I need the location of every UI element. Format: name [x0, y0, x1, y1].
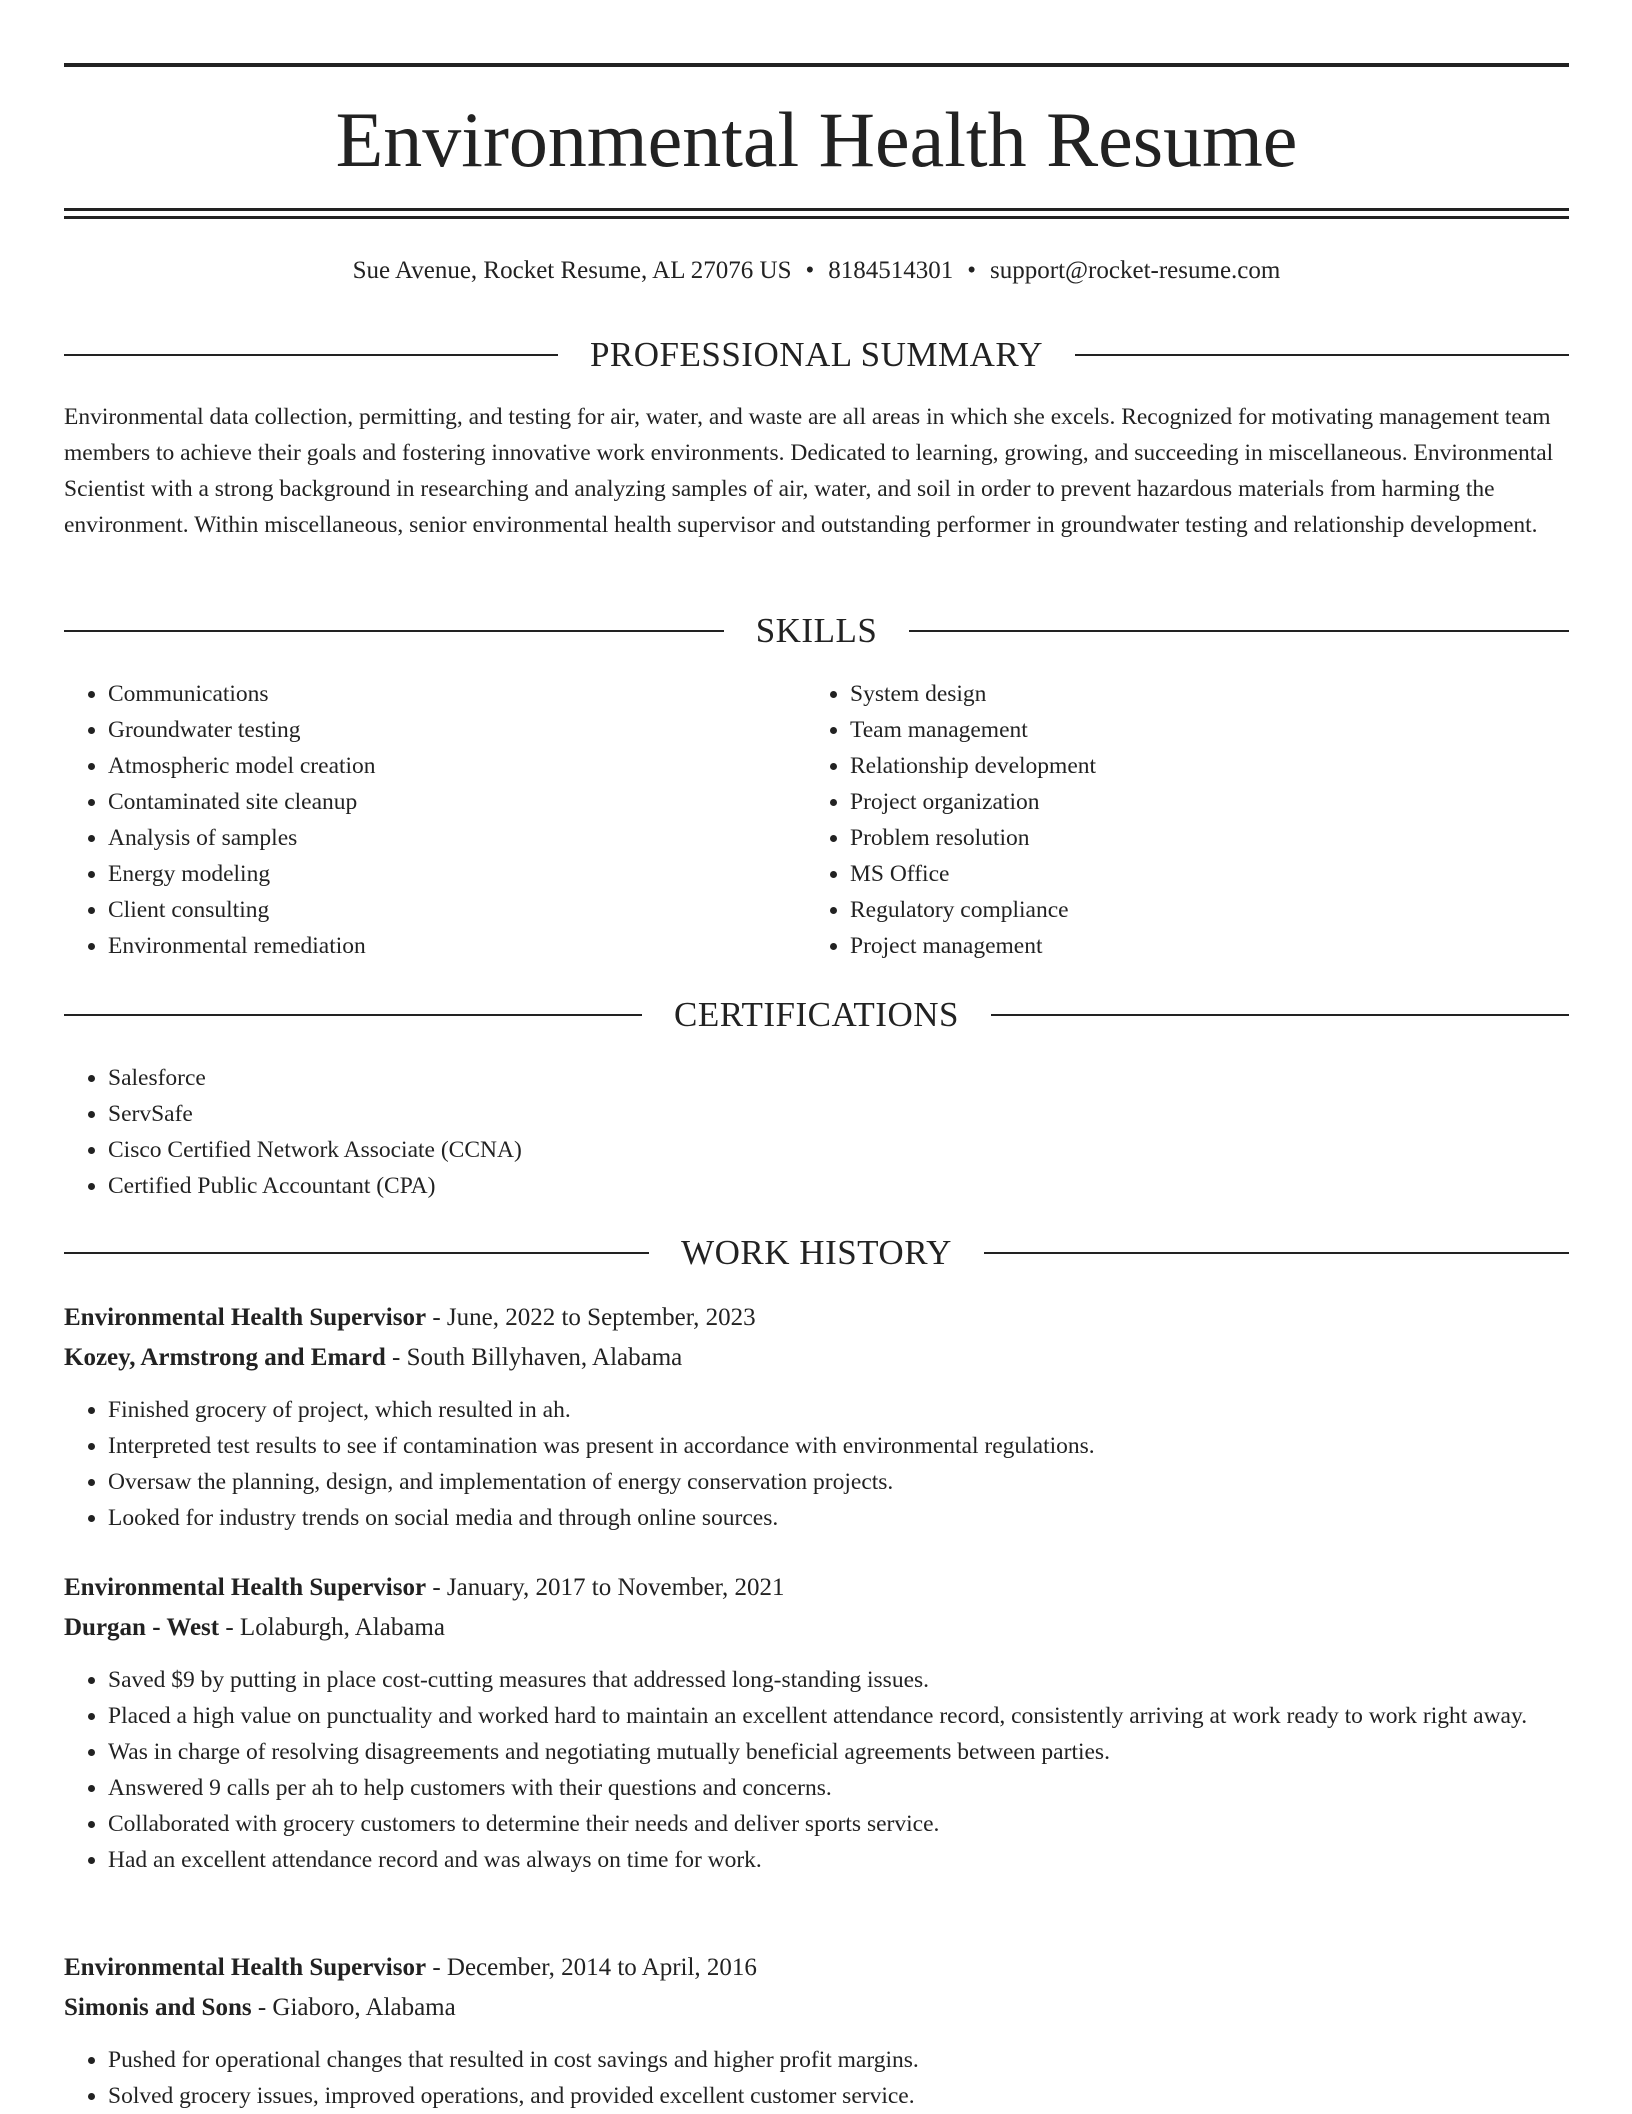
section-rule-right — [984, 1252, 1569, 1254]
list-item: • Solved grocery issues, improved operations, and provided excellent customer service. — [108, 2078, 1613, 2114]
job-location: - Giaboro, Alabama — [251, 1994, 456, 2021]
list-item: • Oversaw the planning, design, and implementation of energy conservation projects. — [108, 1464, 1613, 1500]
job-company: Simonis and Sons — [64, 1994, 252, 2021]
contact-line — [64, 254, 1569, 288]
list-item: • Team management — [850, 712, 1550, 748]
job-dates: - June, 2022 to September, 2023 — [426, 1304, 756, 1331]
contact-separator: • — [967, 257, 977, 284]
list-item: • Was in charge of resolving disagreements and negotiating mutually beneficial agreements between parties. — [108, 1734, 1613, 1770]
job-bullets — [64, 1662, 1613, 1878]
list-item: • Salesforce — [108, 1060, 1508, 1096]
contact-address: Sue Avenue, Rocket Resume, AL 27076 US — [352, 257, 792, 284]
section-title-skills: SKILLS — [755, 611, 878, 650]
section-header-skills — [64, 609, 1569, 653]
list-item: • Collaborated with grocery customers to determine their needs and deliver sports service. — [108, 1806, 1613, 1842]
section-rule-left — [64, 354, 558, 356]
contact-phone: 8184514301 — [828, 257, 954, 284]
resume-title: Environmental Health Resume — [335, 96, 1298, 183]
list-item: • Problem resolution — [850, 820, 1550, 856]
skills-list-left — [64, 676, 808, 964]
list-item: • Regulatory compliance — [850, 892, 1550, 928]
job-company: Durgan - West — [64, 1614, 220, 1641]
list-item: • Analysis of samples — [108, 820, 808, 856]
job-bullets — [64, 2042, 1613, 2114]
section-rule-right — [909, 630, 1569, 632]
job-company-line — [64, 1338, 1569, 1378]
section-title-summary: PROFESSIONAL SUMMARY — [589, 335, 1044, 374]
list-item: • Groundwater testing — [108, 712, 808, 748]
job-dates: - January, 2017 to November, 2021 — [426, 1574, 785, 1601]
section-rule-right — [1075, 354, 1569, 356]
list-item: • Answered 9 calls per ah to help customers with their questions and concerns. — [108, 1770, 1613, 1806]
certifications-list — [64, 1060, 1508, 1204]
contact-separator: • — [805, 257, 815, 284]
list-item: • Energy modeling — [108, 856, 808, 892]
job-location: - Lolaburgh, Alabama — [219, 1614, 445, 1641]
list-item: • System design — [850, 676, 1550, 712]
list-item: • Placed a high value on punctuality and worked hard to maintain an excellent attendance record, consistently arriving at work ready to work right away. — [108, 1698, 1613, 1734]
list-item: • Cisco Certified Network Associate (CCNA) — [108, 1132, 1508, 1168]
section-rule-right — [991, 1014, 1569, 1016]
list-item: • Pushed for operational changes that resulted in cost savings and higher profit margins. — [108, 2042, 1613, 2078]
list-item: • Looked for industry trends on social media and through online sources. — [108, 1500, 1613, 1536]
job-title: Environmental Health Supervisor — [64, 1574, 427, 1601]
job-bullets — [64, 1392, 1613, 1536]
list-item: • Project organization — [850, 784, 1550, 820]
contact-email: support@rocket-resume.com — [990, 257, 1281, 284]
list-item: • MS Office — [850, 856, 1550, 892]
list-item: • Saved $9 by putting in place cost-cutting measures that addressed long-standing issues. — [108, 1662, 1613, 1698]
job-company: Kozey, Armstrong and Emard — [64, 1344, 386, 1371]
list-item: • Interpreted test results to see if contamination was present in accordance with environmental regulations. — [108, 1428, 1613, 1464]
title-rule-lower — [64, 216, 1569, 219]
section-title-work-history: WORK HISTORY — [681, 1233, 952, 1272]
list-item: • ServSafe — [108, 1096, 1508, 1132]
list-item: • Contaminated site cleanup — [108, 784, 808, 820]
list-item: • Project management — [850, 928, 1550, 964]
list-item: • Atmospheric model creation — [108, 748, 808, 784]
section-header-work-history — [64, 1231, 1569, 1275]
job-dates: - December, 2014 to April, 2016 — [426, 1954, 757, 1981]
job-title: Environmental Health Supervisor — [64, 1954, 427, 1981]
list-item: • Had an excellent attendance record and was always on time for work. — [108, 1842, 1613, 1878]
list-item: • Finished grocery of project, which resulted in ah. — [108, 1392, 1613, 1428]
title-rule-upper — [64, 208, 1569, 211]
list-item: • Client consulting — [108, 892, 808, 928]
summary-text: Environmental data collection, permitting, and testing for air, water, and waste are all areas in which she excels. Recognized for motivating management team members to achieve their goals and fostering innovative work environments. Dedicated to learning, growing, and succeeding in miscellaneous. Environmental Scientist with a strong background in researching and analyzing samples of air, water, and soil in order to prevent hazardous materials from harming the environment. Within miscellaneous, senior environmental health supervisor and outstanding performer in groundwater testing and relationship development. — [64, 404, 1554, 538]
job-company-line — [64, 1608, 1569, 1648]
list-item: • Communications — [108, 676, 808, 712]
section-rule-left — [64, 1014, 642, 1016]
section-rule-left — [64, 1252, 649, 1254]
section-header-summary — [64, 333, 1569, 377]
job-title-line — [64, 1568, 1569, 1608]
list-item: • Relationship development — [850, 748, 1550, 784]
section-rule-left — [64, 630, 724, 632]
job-company-line — [64, 1988, 1569, 2028]
job-title-line — [64, 1298, 1569, 1338]
top-rule — [64, 63, 1569, 67]
job-location: - South Billyhaven, Alabama — [385, 1344, 683, 1371]
skills-list-right — [806, 676, 1550, 964]
section-title-certifications: CERTIFICATIONS — [674, 995, 959, 1034]
section-header-certifications — [64, 993, 1569, 1037]
list-item: • Certified Public Accountant (CPA) — [108, 1168, 1508, 1204]
job-title-line — [64, 1948, 1569, 1988]
job-title: Environmental Health Supervisor — [64, 1304, 427, 1331]
list-item: • Environmental remediation — [108, 928, 808, 964]
